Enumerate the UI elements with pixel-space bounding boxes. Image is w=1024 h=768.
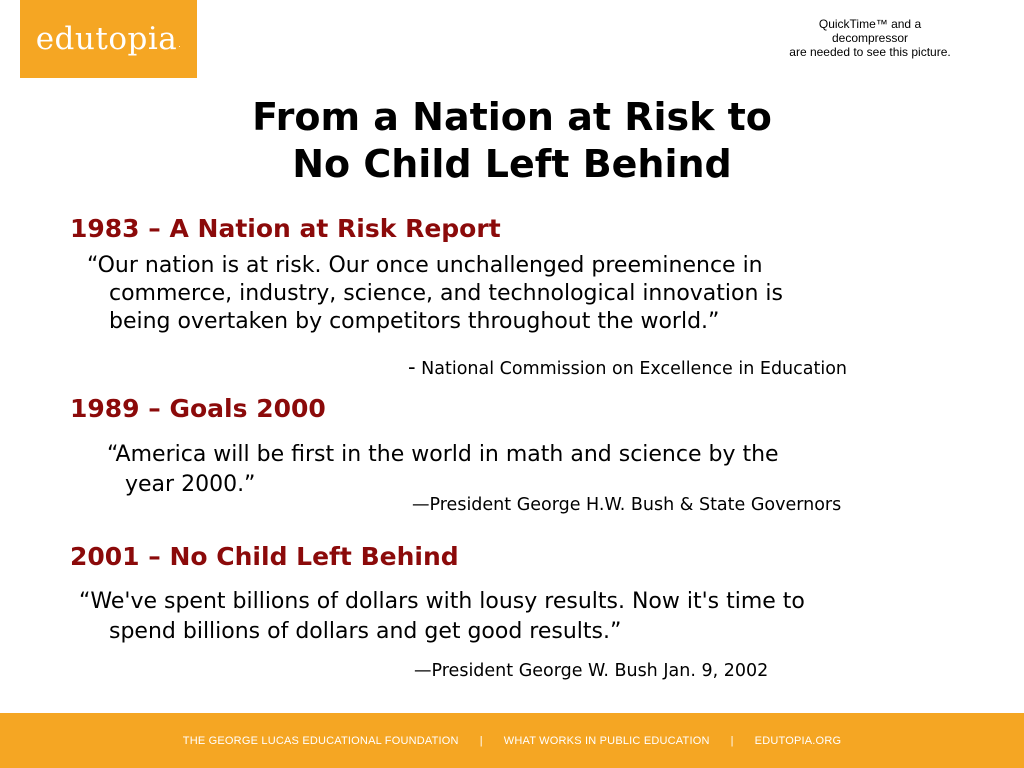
quicktime-line-1: QuickTime™ and a bbox=[818, 17, 922, 31]
quicktime-line-3: are needed to see this picture. bbox=[789, 45, 951, 59]
slide-title bbox=[0, 94, 1024, 188]
section-heading-2001: 2001 – No Child Left Behind bbox=[70, 542, 459, 571]
edutopia-logo bbox=[20, 0, 197, 78]
footer-tagline: WHAT WORKS IN PUBLIC EDUCATION bbox=[503, 734, 710, 747]
slide-title-line-1: From a Nation at Risk to bbox=[252, 95, 772, 139]
section-heading-1983: 1983 – A Nation at Risk Report bbox=[70, 214, 501, 243]
attribution-1983 bbox=[408, 356, 847, 380]
section-heading-1989: 1989 – Goals 2000 bbox=[70, 394, 326, 423]
quote-1983-line-2: commerce, industry, science, and technological innovation is bbox=[109, 281, 783, 306]
attribution-1983-text: National Commission on Excellence in Education bbox=[421, 359, 848, 379]
footer-website: EDUTOPIA.ORG bbox=[754, 734, 842, 747]
logo-text: edutopia bbox=[35, 21, 178, 57]
footer-separator: | bbox=[479, 734, 483, 747]
logo-mark: . bbox=[178, 40, 182, 49]
quote-1989 bbox=[107, 440, 779, 500]
footer-foundation-name: THE GEORGE LUCAS EDUCATIONAL FOUNDATION bbox=[182, 734, 459, 747]
attribution-2001: —President George W. Bush Jan. 9, 2002 bbox=[414, 661, 769, 681]
footer-bar bbox=[0, 713, 1024, 768]
footer-separator: | bbox=[730, 734, 734, 747]
quote-1989-line-2: year 2000.” bbox=[125, 472, 256, 497]
quote-2001-line-2: spend billions of dollars and get good results.” bbox=[109, 619, 622, 644]
quote-2001 bbox=[79, 587, 805, 647]
quote-2001-line-1: “We've spent billions of dollars with lousy results. Now it's time to bbox=[79, 589, 805, 614]
quote-1983 bbox=[87, 252, 783, 336]
attribution-1983-dash: - bbox=[408, 355, 416, 379]
logo-wordmark bbox=[36, 21, 182, 57]
quote-1989-line-1: “America will be first in the world in math and science by the bbox=[107, 442, 779, 467]
attribution-1989: —President George H.W. Bush & State Governors bbox=[412, 495, 842, 515]
quicktime-line-2: decompressor bbox=[831, 31, 909, 45]
quicktime-placeholder-notice bbox=[760, 17, 980, 59]
slide-title-line-2: No Child Left Behind bbox=[292, 142, 732, 186]
quote-1983-line-1: “Our nation is at risk. Our once unchallenged preeminence in bbox=[87, 253, 763, 278]
quote-1983-line-3: being overtaken by competitors throughout the world.” bbox=[109, 309, 720, 334]
